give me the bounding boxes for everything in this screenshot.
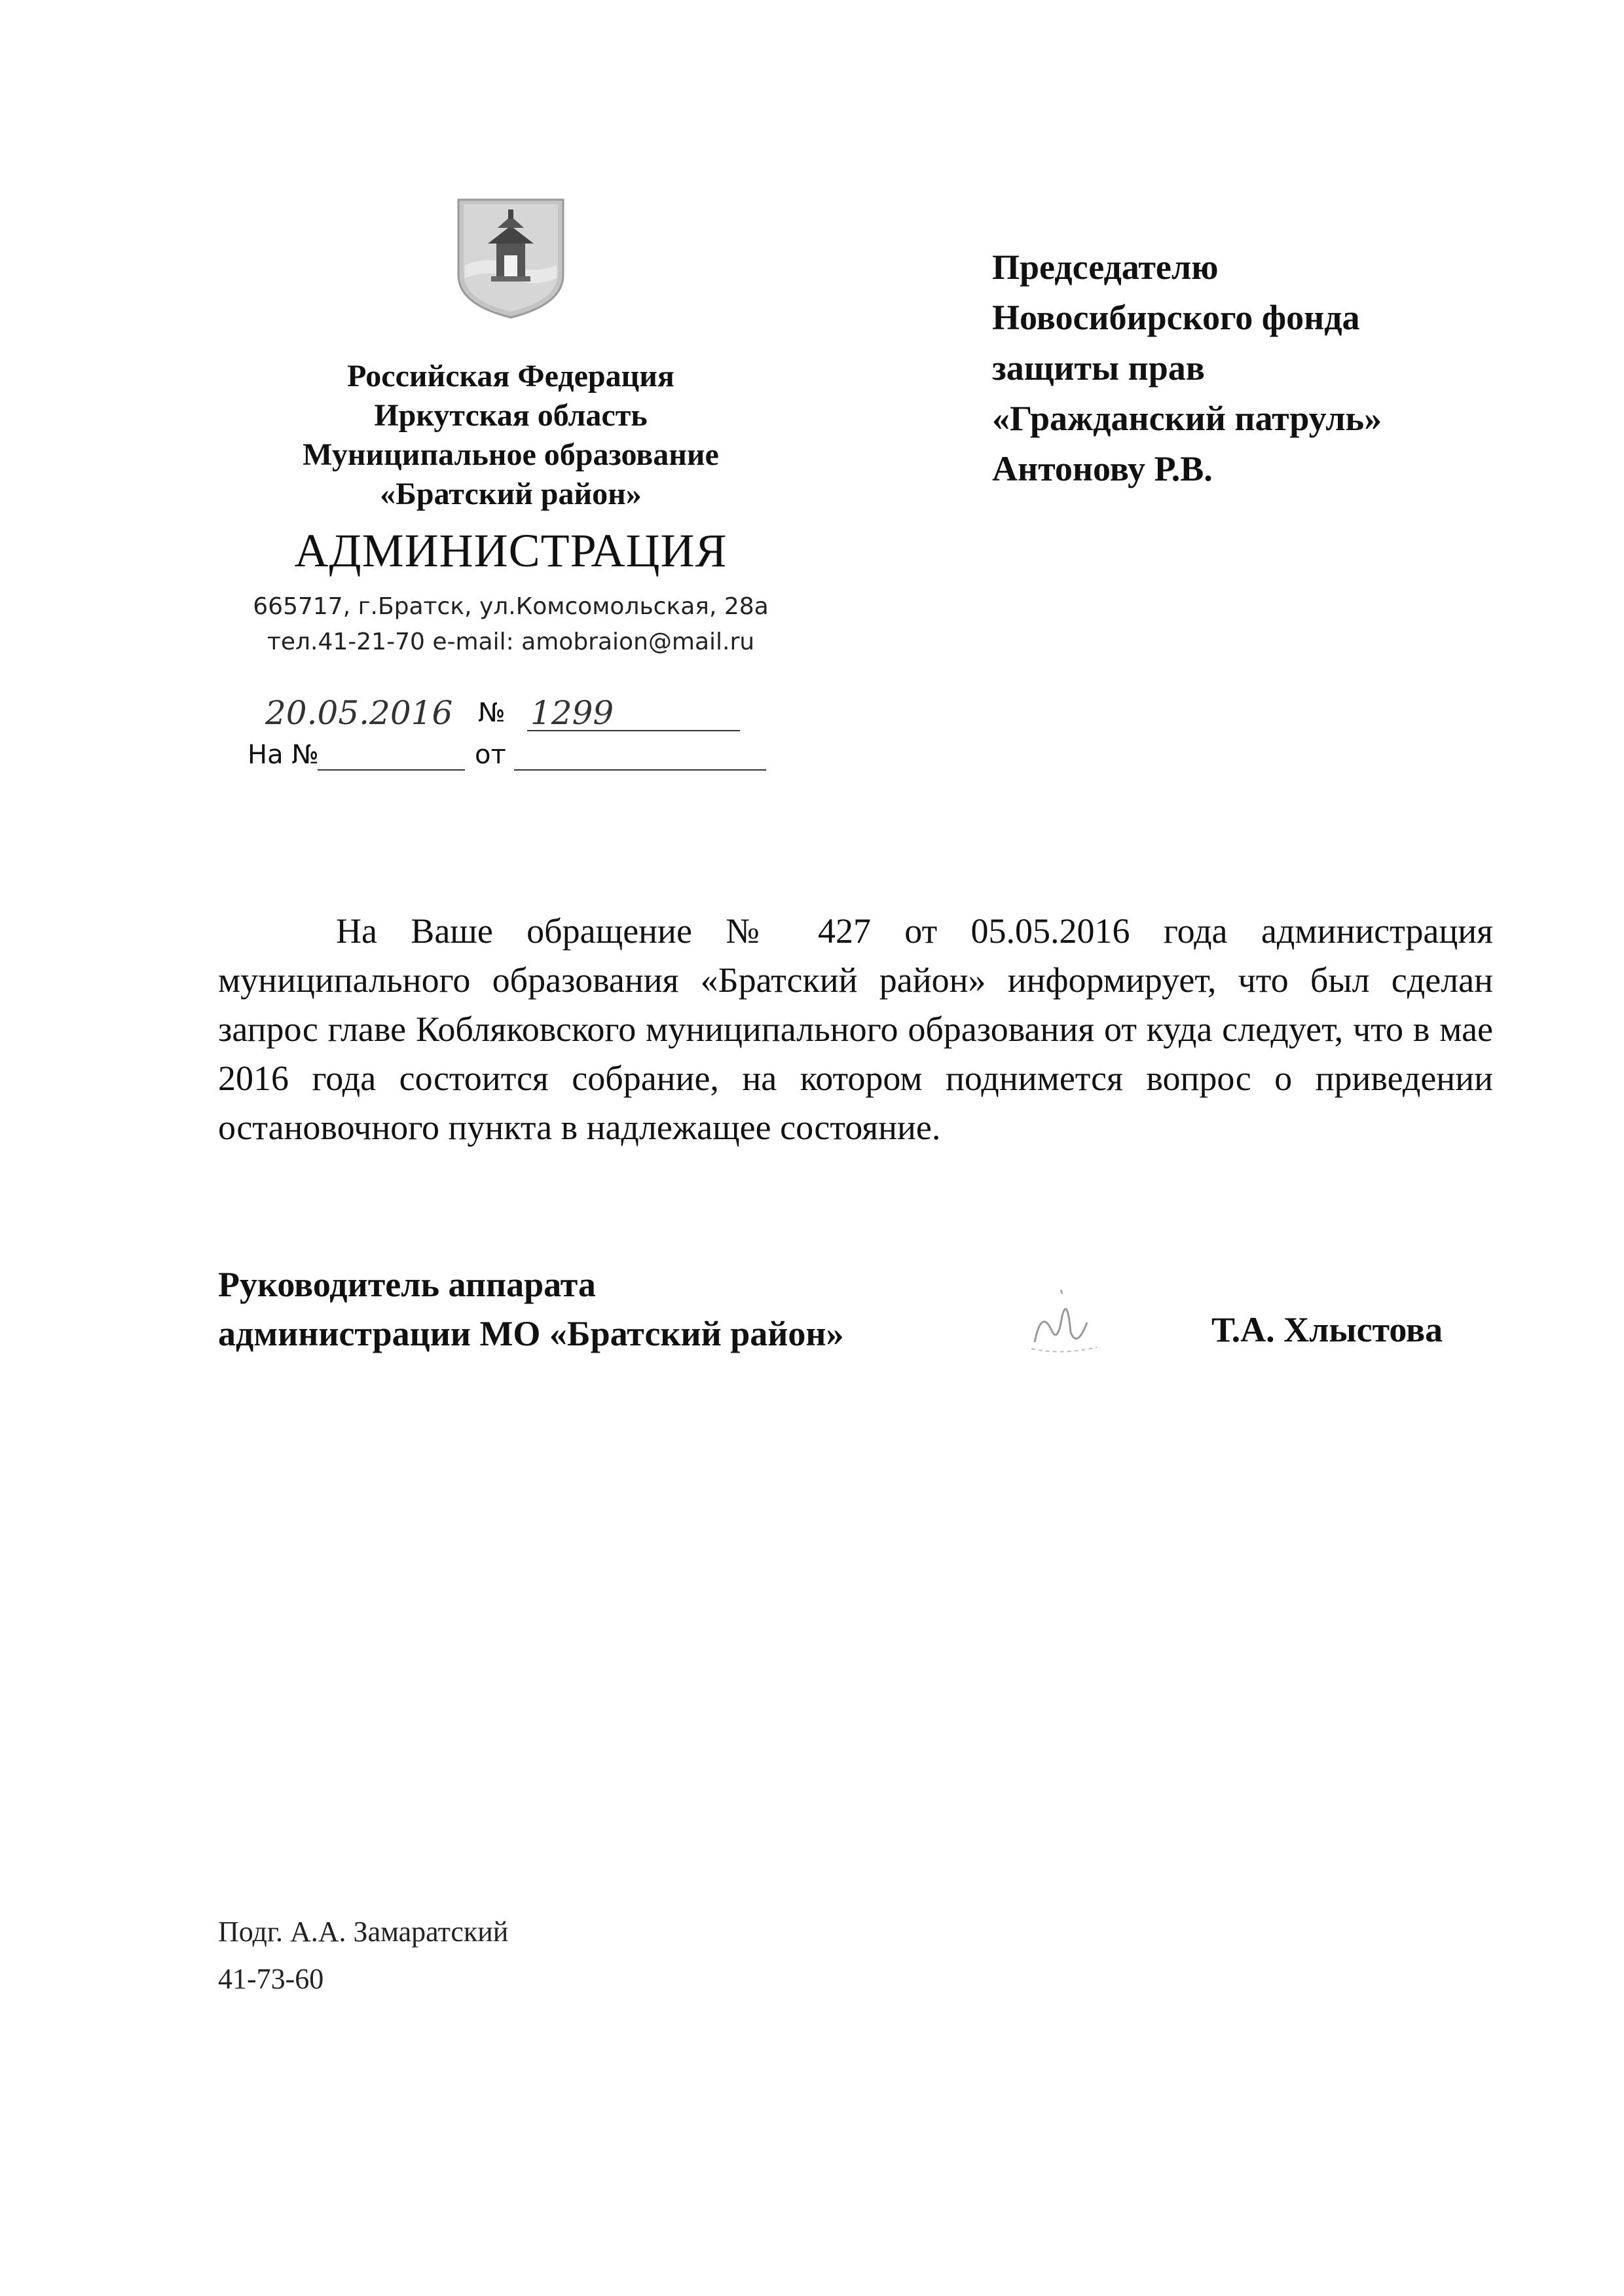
recipient-line: защиты прав [992, 348, 1205, 388]
sender-address-block [216, 589, 805, 660]
preparer-name: Подг. А.А. Замаратский [218, 1916, 509, 1948]
signatory-position-line: администрации МО «Братский район» [218, 1314, 844, 1353]
sender-header [216, 357, 805, 514]
recipient-line: Новосибирского фонда [992, 298, 1360, 337]
reference-from-label: от [475, 740, 506, 770]
reference-number-label: На № [248, 740, 319, 770]
registration-line [259, 694, 743, 733]
registration-date: 20.05.2016 [265, 694, 453, 732]
header-region: Иркутская область [374, 398, 648, 433]
signature-icon [1022, 1283, 1107, 1362]
header-district: «Братский район» [380, 477, 642, 511]
sender-address: 665717, г.Братск, ул.Комсомольская, 28а [253, 593, 769, 620]
registration-underline [527, 730, 740, 731]
recipient-line: Председателю [992, 247, 1219, 287]
letter-body: На Ваше обращение № 427 от 05.05.2016 года администрация муниципального образования «Братский район» информирует, что был сделан запрос главе Кобляковского муниципального образования от куда следует, что в мае 2016 года состоится собрание, на котором поднимется вопрос о приведении остановочного пункта в надлежащее состояние. [218, 911, 1493, 1147]
reference-line [242, 740, 766, 779]
recipient-line: «Гражданский патруль» [992, 399, 1382, 438]
administration-title: АДМИНИСТРАЦИЯ [294, 524, 728, 577]
sender-contacts: тел.41-21-70 e-mail: amobraion@mail.ru [267, 629, 755, 655]
registration-number: 1299 [530, 694, 614, 732]
preparer-phone: 41-73-60 [218, 1963, 324, 1995]
signer-name: Т.А. Хлыстова [1211, 1310, 1443, 1349]
recipient-line: Антонову Р.В. [992, 449, 1213, 488]
signatory-position-line: Руководитель аппарата [218, 1265, 596, 1304]
header-municipality: Муниципальное образование [303, 437, 719, 472]
reference-number-blank [318, 769, 465, 771]
preparer-block [218, 1908, 508, 2003]
reference-from-blank [514, 769, 766, 771]
header-country: Российская Федерация [347, 359, 674, 393]
recipient-block [992, 242, 1516, 494]
registration-number-label: № [478, 698, 506, 728]
coat-of-arms-icon [452, 196, 570, 321]
signatory-position [218, 1260, 1004, 1358]
